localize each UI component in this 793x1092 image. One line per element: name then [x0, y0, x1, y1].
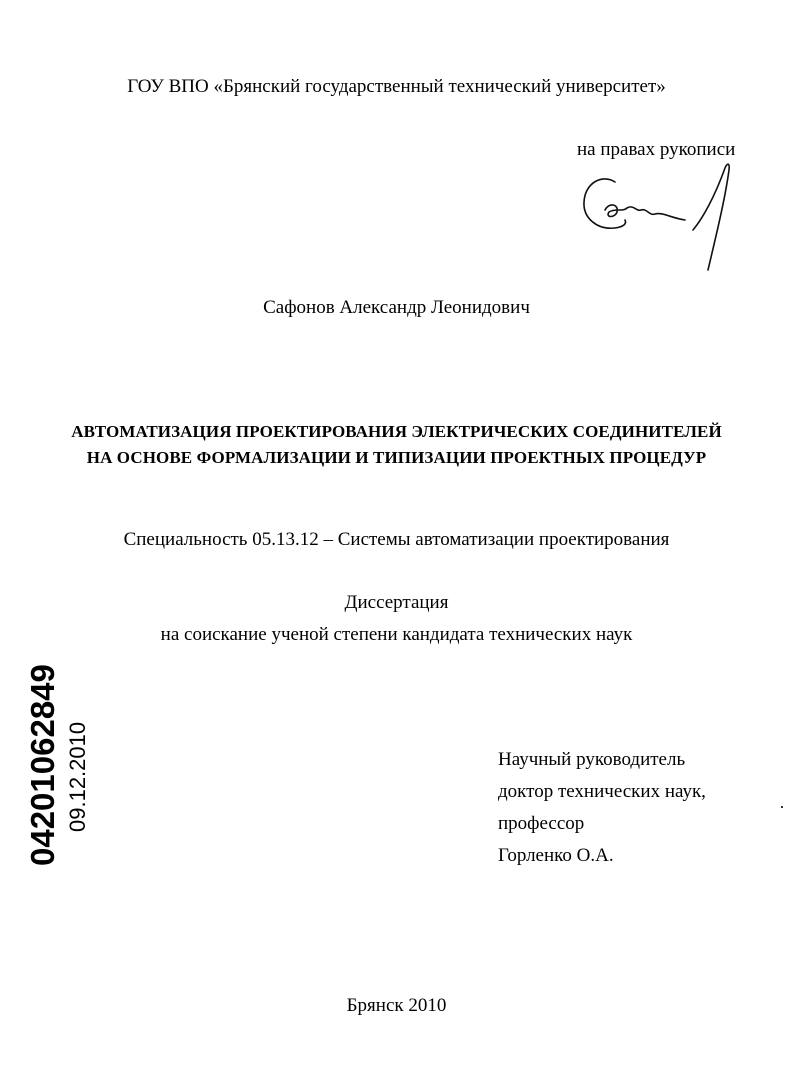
dissertation-label: Диссертация [344, 592, 449, 613]
supervisor-title: профессор [498, 813, 585, 834]
dissertation-title-line-2: НА ОСНОВЕ ФОРМАЛИЗАЦИИ И ТИПИЗАЦИИ ПРОЕКТНЫХ ПРОЦЕДУР [86, 448, 707, 467]
degree-purpose: на соискание ученой степени кандидата технических наук [160, 624, 633, 645]
dissertation-title-line-1: АВТОМАТИЗАЦИЯ ПРОЕКТИРОВАНИЯ ЭЛЕКТРИЧЕСКИХ СОЕДИНИТЕЛЕЙ [71, 422, 722, 441]
specialty-line: Специальность 05.13.12 – Системы автоматизации проектирования [123, 529, 670, 550]
handwritten-signature [575, 160, 735, 275]
library-stamp-code: 04201062849 [24, 664, 61, 866]
supervisor-name: Горленко О.А. [498, 845, 614, 866]
city-year: Брянск 2010 [346, 995, 447, 1016]
supervisor-role: Научный руководитель [498, 749, 686, 770]
scan-speck [781, 806, 783, 808]
manuscript-note: на правах рукописи [577, 139, 736, 160]
supervisor-degree: доктор технических наук, [498, 781, 706, 802]
library-stamp-date: 09.12.2010 [65, 721, 90, 832]
institution-name: ГОУ ВПО «Брянский государственный технический университет» [127, 76, 666, 97]
author-name: Сафонов Александр Леонидович [263, 297, 530, 318]
